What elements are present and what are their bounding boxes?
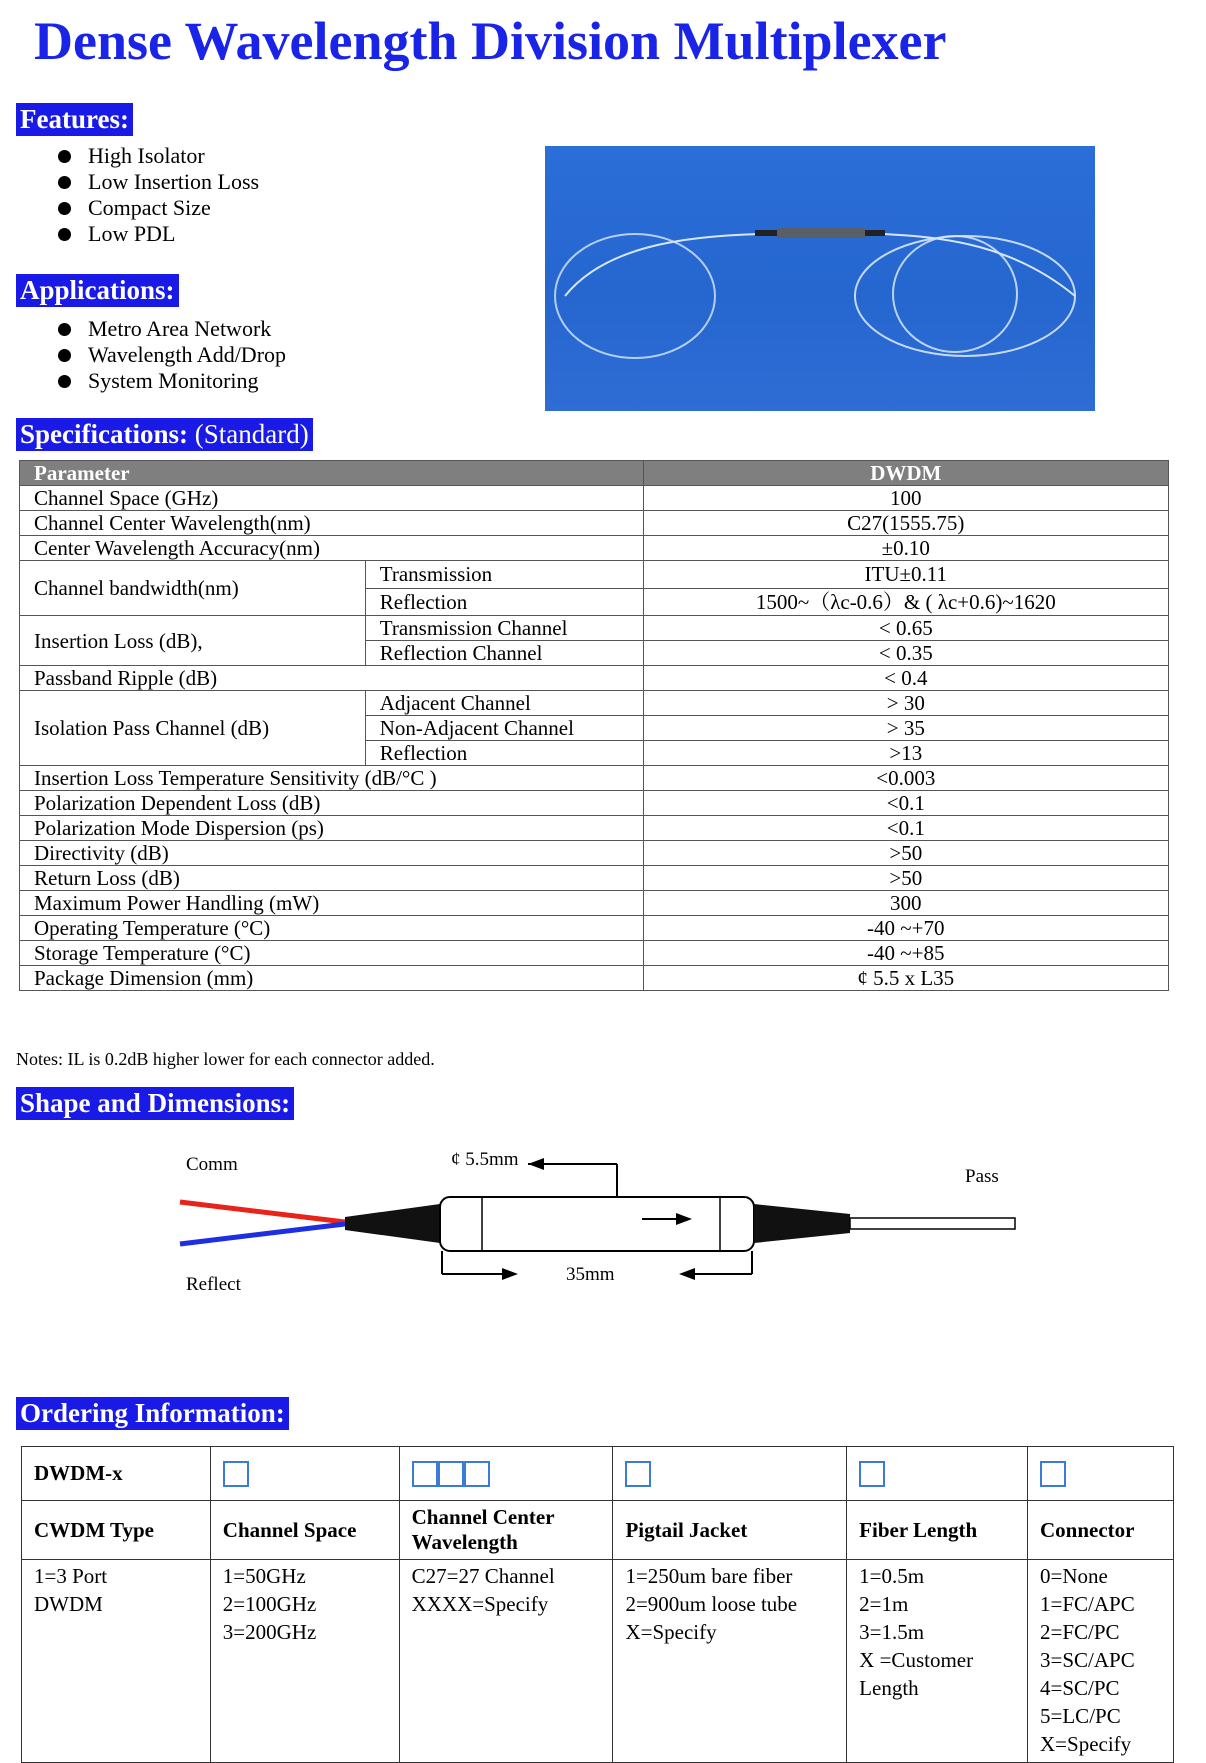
spec-table (19, 460, 1169, 991)
applications-heading: Applications: (16, 274, 179, 307)
list-item: Low PDL (88, 221, 259, 247)
pass-label: Pass (965, 1166, 999, 1187)
table-row: Isolation Pass Channel (dB) Adjacent Channel > 30 (20, 691, 1169, 716)
option-box[interactable] (464, 1461, 490, 1487)
left-boot (345, 1204, 440, 1243)
spec-notes: Notes: IL is 0.2dB higher lower for each connector added. (16, 1049, 435, 1069)
option-box[interactable] (1040, 1461, 1066, 1487)
list-item: Compact Size (88, 195, 259, 221)
page-title: Dense Wavelength Division Multiplexer (34, 11, 947, 71)
table-row: Insertion Loss (dB), Transmission Channel < 0.65 (20, 616, 1169, 641)
right-boot (754, 1204, 850, 1243)
option-box[interactable] (438, 1461, 464, 1487)
table-row: Channel bandwidth(nm) Transmission ITU±0.11 (20, 561, 1169, 589)
table-row: 1=3 Port DWDM 1=50GHz 2=100GHz 3=200GHz C27=27 Channel XXXX=Specify 1=250um bare fiber 2=900um loose tube X=Specify 1=0.5m 2=1m 3=1.5m X =Customer Length 0=None 1=FC/APC 2=FC/PC 3=SC/APC 4=SC/PC 5=LC/PC X=Specify (22, 1560, 1174, 1763)
comm-fiber (180, 1202, 345, 1222)
features-heading: Features: (16, 103, 133, 136)
features-list (88, 143, 259, 247)
table-row: Insertion Loss Temperature Sensitivity (dB/°C ) <0.003 (20, 766, 1169, 791)
diameter-label: ¢ 5.5mm (451, 1149, 519, 1170)
spec-heading-suffix: (Standard) (194, 419, 309, 449)
applications-list (88, 316, 286, 394)
table-row: Package Dimension (mm) ¢ 5.5 x L35 (20, 966, 1169, 991)
table-row: Channel Space (GHz) 100 (20, 486, 1169, 511)
list-item: Metro Area Network (88, 316, 286, 342)
table-row: Maximum Power Handling (mW) 300 (20, 891, 1169, 916)
pass-fiber (850, 1218, 1015, 1229)
option-box[interactable] (223, 1461, 249, 1487)
table-row: Directivity (dB) >50 (20, 841, 1169, 866)
table-header-row (20, 461, 1169, 486)
table-row: Reflection >13 (20, 741, 1169, 766)
specifications-heading (16, 418, 313, 451)
header-parameter: Parameter (20, 461, 644, 486)
ordering-column-header: Pigtail Jacket (613, 1501, 847, 1560)
product-photo (545, 146, 1095, 411)
table-row: Return Loss (dB) >50 (20, 866, 1169, 891)
table-row: Polarization Mode Dispersion (ps) <0.1 (20, 816, 1169, 841)
table-row: Channel Center Wavelength(nm) C27(1555.75) (20, 511, 1169, 536)
table-row: Non-Adjacent Channel > 35 (20, 716, 1169, 741)
header-dwdm: DWDM (643, 461, 1168, 486)
ordering-table (21, 1446, 1174, 1763)
spec-heading-label: Specifications: (20, 419, 188, 449)
table-row: Storage Temperature (°C) -40 ~+85 (20, 941, 1169, 966)
table-row: Operating Temperature (°C) -40 ~+70 (20, 916, 1169, 941)
reflect-fiber (180, 1224, 345, 1244)
table-row: Reflection Channel < 0.35 (20, 641, 1169, 666)
list-item: High Isolator (88, 143, 259, 169)
comm-label: Comm (186, 1154, 238, 1175)
table-row (22, 1447, 1174, 1501)
dwdm-device-image (545, 146, 1095, 411)
ordering-column-header: Fiber Length (847, 1501, 1028, 1560)
shape-heading: Shape and Dimensions: (16, 1087, 294, 1120)
model-code: DWDM-x (22, 1447, 211, 1501)
ordering-column-header: Channel Space (210, 1501, 399, 1560)
option-box[interactable] (859, 1461, 885, 1487)
table-row: Center Wavelength Accuracy(nm) ±0.10 (20, 536, 1169, 561)
ordering-column-header: CWDM Type (22, 1501, 211, 1560)
list-item: Wavelength Add/Drop (88, 342, 287, 367)
length-label: 35mm (566, 1264, 615, 1285)
table-row (22, 1501, 1174, 1560)
option-box[interactable] (625, 1461, 651, 1487)
list-item: Low Insertion Loss (88, 169, 260, 194)
table-row: Polarization Dependent Loss (dB) <0.1 (20, 791, 1169, 816)
option-box[interactable] (412, 1461, 438, 1487)
reflect-label: Reflect (186, 1274, 241, 1295)
device-body (440, 1197, 754, 1251)
table-row: Reflection 1500~（λc-0.6）& ( λc+0.6)~1620 (20, 588, 1169, 616)
ordering-column-header: Channel Center Wavelength (399, 1501, 613, 1560)
table-row: Passband Ripple (dB) < 0.4 (20, 666, 1169, 691)
list-item: System Monitoring (88, 368, 286, 394)
ordering-heading: Ordering Information: (16, 1397, 289, 1430)
ordering-column-header: Connector (1028, 1501, 1174, 1560)
dimension-diagram (0, 1140, 1206, 1320)
